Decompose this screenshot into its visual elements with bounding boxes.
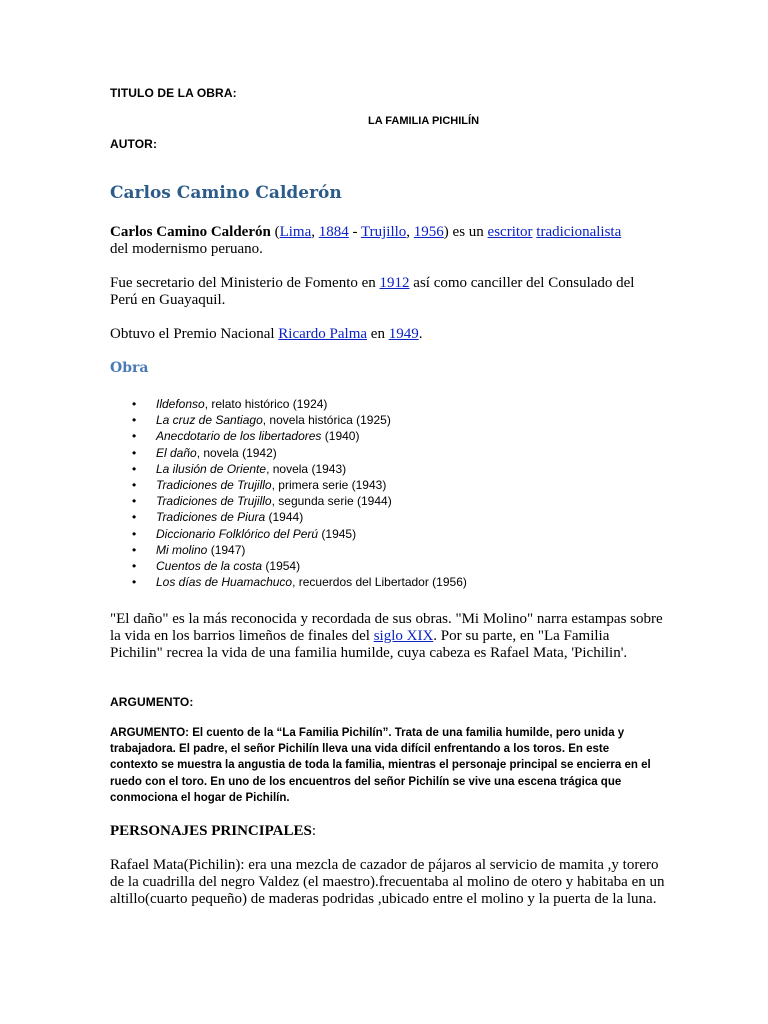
work-description: , relato histórico (1924) bbox=[204, 397, 328, 411]
work-title: La cruz de Santiago bbox=[156, 413, 263, 428]
link-1949[interactable]: 1949 bbox=[388, 326, 419, 342]
author-heading: Carlos Camino Calderón bbox=[110, 183, 342, 203]
work-description: , novela (1942) bbox=[196, 445, 277, 460]
p3-text: Obtuvo el Premio Nacional bbox=[110, 326, 279, 342]
work-description: (1954) bbox=[262, 558, 301, 573]
p2-text: así como canciller del Consulado del Perú en Guayaquil. bbox=[110, 275, 635, 308]
obra-heading: Obra bbox=[110, 360, 149, 376]
link-ricardo-palma[interactable]: Ricardo Palma bbox=[278, 326, 368, 342]
link-tradicionalista[interactable]: tradicionalista bbox=[536, 224, 622, 240]
works-list bbox=[110, 396, 467, 590]
work-description: , novela (1943) bbox=[266, 461, 347, 476]
secretary-paragraph bbox=[110, 275, 660, 309]
bullet-icon: • bbox=[132, 429, 137, 444]
work-item bbox=[110, 558, 467, 574]
award-paragraph bbox=[110, 326, 670, 343]
obras-paragraph bbox=[110, 611, 665, 662]
work-item bbox=[110, 542, 467, 558]
work-description: , novela histórica (1925) bbox=[262, 413, 391, 428]
bullet-icon: • bbox=[132, 558, 137, 573]
work-item bbox=[110, 412, 467, 428]
bullet-icon: • bbox=[132, 542, 137, 557]
work-item bbox=[110, 526, 467, 542]
work-title: La ilusión de Oriente bbox=[156, 461, 267, 476]
bullet-icon: • bbox=[132, 445, 137, 460]
autor-label: AUTOR: bbox=[110, 137, 158, 151]
personajes-label: PERSONAJES PRINCIPALES bbox=[110, 823, 312, 839]
bullet-icon: • bbox=[132, 510, 137, 525]
argumento-text: ARGUMENTO: El cuento de la “La Familia Pichilín”. Trata de una familia humilde, pero unida y trabajadora. El padre, el señor Pichilín lleva una vida difícil enfrentando a los toros. En este contexto se muestra la angustia de toda la familia, mientras el personaje principal se encierra en el ruedo con el toro. En uno de los encuentros del señor Pichilín se vive una escena trágica que conmociona el hogar de Pichilín. bbox=[110, 727, 651, 804]
work-item bbox=[110, 509, 467, 525]
work-title: Ildefonso bbox=[156, 397, 205, 411]
link-1912[interactable]: 1912 bbox=[379, 275, 410, 291]
work-title: Mi molino bbox=[156, 542, 208, 557]
bio-text: , bbox=[311, 224, 319, 240]
work-title: Anecdotario de los libertadores bbox=[156, 429, 322, 444]
work-item bbox=[110, 461, 467, 477]
work-item bbox=[110, 477, 467, 493]
work-description: (1947) bbox=[207, 542, 246, 557]
bio-line2: del modernismo peruano. bbox=[110, 241, 263, 257]
work-title: Diccionario Folklórico del Perú bbox=[156, 526, 319, 541]
work-title: Los días de Huamachuco bbox=[156, 575, 293, 590]
bullet-icon: • bbox=[132, 477, 137, 492]
link-lima[interactable]: Lima bbox=[279, 224, 312, 240]
work-title: Cuentos de la costa bbox=[156, 558, 263, 573]
link-siglo-xix[interactable]: siglo XIX bbox=[373, 628, 434, 644]
work-title: El daño bbox=[156, 445, 197, 460]
bullet-icon: • bbox=[132, 461, 137, 476]
work-description: (1940) bbox=[321, 429, 360, 444]
link-escritor[interactable]: escritor bbox=[487, 224, 533, 240]
work-item bbox=[110, 445, 467, 461]
work-description: , primera serie (1943) bbox=[271, 477, 387, 492]
bio-text: - bbox=[348, 224, 361, 240]
work-item bbox=[110, 493, 467, 509]
link-trujillo[interactable]: Trujillo bbox=[360, 224, 407, 240]
work-title: Tradiciones de Trujillo bbox=[156, 494, 272, 509]
bio-paragraph bbox=[110, 224, 670, 258]
personajes-colon: : bbox=[311, 823, 317, 839]
bullet-icon: • bbox=[132, 413, 137, 428]
personaje-description: Rafael Mata(Pichilin): era una mezcla de cazador de pájaros al servicio de mamita ,y torero de la cuadrilla del negro Valdez (el maestro).frecuentaba al molino de otero y habitaba en un altillo(cuarto pequeño) de maderas podridas ,ubicado entre el molino y la puerta de la luna. bbox=[110, 857, 665, 907]
bio-text: , bbox=[406, 224, 414, 240]
p4-text: "El daño" es la más reconocida y recordada de sus obras. "Mi Molino" narra estampas sobre la vida en los barrios limeños de finales del bbox=[110, 611, 663, 644]
bullet-icon: • bbox=[132, 526, 137, 541]
bio-text: ( bbox=[270, 224, 280, 240]
bullet-icon: • bbox=[132, 494, 137, 509]
bullet-icon: • bbox=[132, 397, 137, 411]
work-item bbox=[110, 574, 467, 590]
bio-text: ) es un bbox=[443, 224, 488, 240]
p3-text: . bbox=[418, 326, 423, 342]
p4-text: . Por su parte, en "La Familia Pichilin" recrea la vida de una familia humilde, cuya cabeza es Rafael Mata, 'Pichilin'. bbox=[110, 628, 628, 661]
bio-name: Carlos Camino Calderón bbox=[110, 224, 271, 240]
bullet-icon: • bbox=[132, 575, 137, 590]
work-description: , segunda serie (1944) bbox=[271, 494, 392, 509]
work-description: (1945) bbox=[318, 526, 357, 541]
work-item bbox=[110, 396, 467, 412]
titulo-label: TITULO DE LA OBRA: bbox=[110, 86, 237, 100]
personajes-heading bbox=[110, 823, 316, 840]
link-1956[interactable]: 1956 bbox=[413, 224, 444, 240]
work-item bbox=[110, 428, 467, 444]
argumento-label: ARGUMENTO: bbox=[110, 695, 194, 709]
p2-text: Fue secretario del Ministerio de Fomento en bbox=[110, 275, 380, 291]
work-description: (1944) bbox=[265, 510, 304, 525]
link-1884[interactable]: 1884 bbox=[318, 224, 349, 240]
obra-title: LA FAMILIA PICHILÍN bbox=[368, 115, 480, 127]
work-title: Tradiciones de Piura bbox=[156, 510, 266, 525]
p3-text: en bbox=[367, 326, 389, 342]
work-title: Tradiciones de Trujillo bbox=[156, 477, 272, 492]
work-description: , recuerdos del Libertador (1956) bbox=[292, 575, 467, 590]
